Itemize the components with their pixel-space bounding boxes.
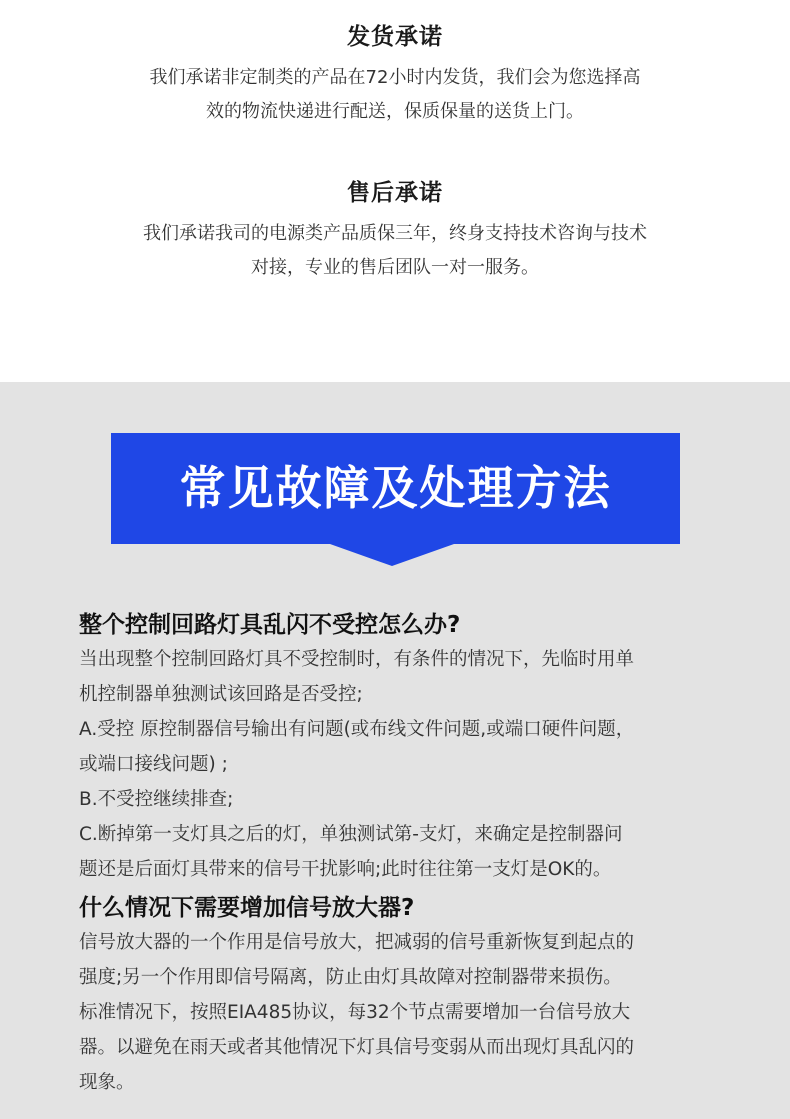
faq-answer-line: B.不受控继续排查;: [79, 789, 234, 810]
faq-banner: [111, 433, 680, 544]
faq-section: [0, 382, 790, 1119]
faq-question: 整个控制回路灯具乱闪不受控怎么办?: [79, 612, 461, 638]
shipping-promise-line: 我们承诺非定制类的产品在72小时内发货，我们会为您选择高: [149, 67, 641, 88]
faq-answer-line: C.断掉第一支灯具之后的灯，单独测试第-支灯，来确定是控制器问: [79, 824, 623, 845]
faq-answer-line: 题还是后面灯具带来的信号干扰影响;此时往往第一支灯是OK的。: [79, 859, 612, 880]
banner-pointer-arrow: [330, 544, 454, 566]
faq-answer-line: 器。以避免在雨天或者其他情况下灯具信号变弱从而出现灯具乱闪的: [79, 1037, 635, 1058]
faq-answer-line: 机控制器单独测试该回路是否受控;: [79, 684, 363, 705]
faq-question: 什么情况下需要增加信号放大器?: [79, 895, 415, 921]
faq-answer-line: A.受控 原控制器信号输出有问题(或布线文件问题,或端口硬件问题，: [79, 719, 635, 740]
aftersale-promise: [0, 174, 790, 285]
faq-answer: [79, 642, 739, 887]
aftersale-promise-line: 我们承诺我司的电源类产品质保三年，终身支持技术咨询与技术: [143, 223, 647, 244]
faq-item-flicker: [79, 608, 739, 887]
aftersale-promise-body: [0, 217, 790, 285]
promises-section: [0, 0, 790, 382]
faq-answer: [79, 925, 739, 1100]
faq-answer-line: 当出现整个控制回路灯具不受控制时，有条件的情况下，先临时用单: [79, 649, 635, 670]
faq-answer-line: 强度;另一个作用即信号隔离，防止由灯具故障对控制器带来损伤。: [79, 967, 622, 988]
faq-item-amplifier: [79, 891, 739, 1100]
aftersale-promise-title: 售后承诺: [347, 180, 443, 206]
faq-answer-line: 信号放大器的一个作用是信号放大，把减弱的信号重新恢复到起点的: [79, 932, 635, 953]
shipping-promise: [0, 18, 790, 129]
shipping-promise-line: 效的物流快递进行配送，保质保量的送货上门。: [206, 101, 584, 122]
shipping-promise-title: 发货承诺: [347, 24, 443, 50]
faq-answer-line: 现象。: [79, 1072, 135, 1093]
faq-answer-line: 或端口接线问题) ;: [79, 754, 228, 775]
shipping-promise-body: [0, 61, 790, 129]
aftersale-promise-line: 对接，专业的售后团队一对一服务。: [251, 257, 539, 278]
faq-answer-line: 标准情况下，按照EIA485协议，每32个节点需要增加一台信号放大: [79, 1002, 631, 1023]
faq-banner-title: 常见故障及处理方法: [179, 461, 612, 515]
